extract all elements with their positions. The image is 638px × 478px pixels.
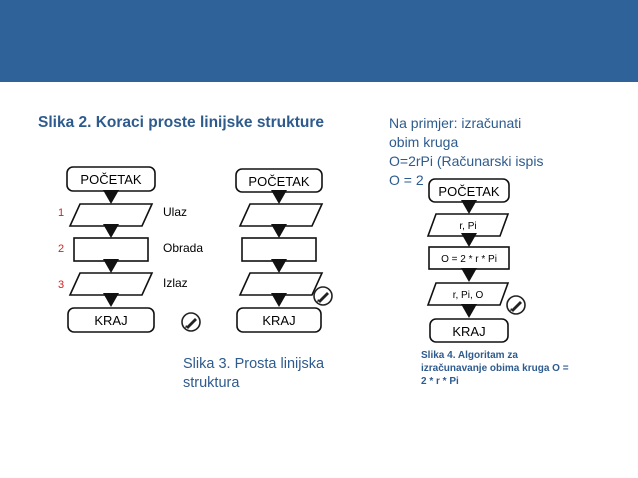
example-line-2: obim kruga bbox=[389, 134, 459, 150]
input-text: r, Pi bbox=[459, 221, 477, 232]
figure-3-caption bbox=[183, 355, 324, 393]
step-label-input: Ulaz bbox=[163, 205, 188, 219]
step-label-process: Obrada bbox=[163, 241, 204, 255]
flowchart-circle-perimeter bbox=[428, 179, 525, 342]
step-label-output: Izlaz bbox=[163, 276, 188, 290]
end-label: KRAJ bbox=[452, 324, 486, 339]
start-label: POČETAK bbox=[248, 174, 310, 189]
example-line-1: Na primjer: izračunati bbox=[389, 115, 522, 131]
end-label: KRAJ bbox=[262, 313, 296, 328]
pencil-icon bbox=[507, 296, 525, 314]
figure-4-caption bbox=[421, 349, 569, 388]
example-line-4: O = 2 bbox=[389, 172, 424, 188]
output-parallelogram bbox=[70, 273, 152, 295]
caption-line: 2 * r * Pi bbox=[421, 376, 459, 387]
output-parallelogram bbox=[240, 273, 322, 295]
step-number-3: 3 bbox=[58, 279, 65, 291]
caption-line: struktura bbox=[183, 375, 240, 391]
example-line-3: O=2rPi (Računarski ispis bbox=[389, 153, 544, 169]
process-text: O = 2 * r * Pi bbox=[441, 254, 497, 265]
end-label: KRAJ bbox=[94, 313, 128, 328]
step-number-2: 2 bbox=[58, 243, 65, 255]
caption-line: Slika 4. Algoritam za bbox=[421, 350, 518, 361]
process-rectangle bbox=[74, 238, 148, 261]
step-number-1: 1 bbox=[58, 207, 65, 219]
input-parallelogram bbox=[240, 204, 322, 226]
pencil-icon bbox=[182, 313, 200, 331]
process-rectangle bbox=[242, 238, 316, 261]
caption-line: Slika 3. Prosta linijska bbox=[183, 356, 325, 372]
start-label: POČETAK bbox=[438, 184, 500, 199]
flowchart-2 bbox=[236, 169, 332, 332]
slide-heading: Slika 2. Koraci proste linijske strukture bbox=[38, 114, 325, 131]
pencil-icon bbox=[314, 287, 332, 305]
caption-line: izračunavanje obima kruga O = bbox=[421, 363, 569, 374]
start-label: POČETAK bbox=[80, 172, 142, 187]
output-text: r, Pi, O bbox=[452, 290, 484, 301]
input-parallelogram bbox=[70, 204, 152, 226]
flowchart-1 bbox=[58, 167, 203, 332]
